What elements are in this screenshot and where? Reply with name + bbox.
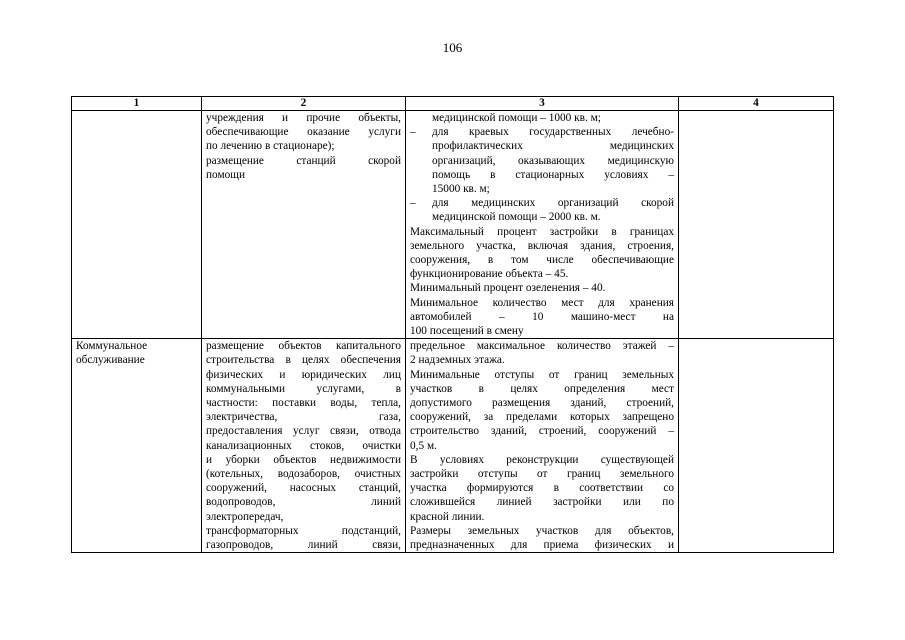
row1-col3	[406, 111, 679, 339]
table-row	[72, 339, 834, 553]
text-line: 100 посещений в смену	[410, 325, 524, 338]
text-line: допустимого размещения зданий, строений,	[410, 397, 674, 410]
text-line: учреждения и прочие объекты,	[206, 112, 401, 124]
table-header-row	[72, 97, 834, 111]
row2-col1	[72, 339, 202, 553]
text-line: Минимальный процент озеленения – 40.	[410, 282, 606, 295]
text-line: красной линии.	[410, 510, 485, 523]
list-item	[410, 125, 674, 196]
text-line: Коммунальное	[76, 340, 148, 353]
text-line: сооружений, за пределами которых запрещено	[410, 411, 674, 424]
page-number: 106	[442, 40, 463, 55]
text-line: Минимальное количество мест для хранения	[410, 296, 674, 309]
text-line: В условиях реконструкции существующей	[410, 453, 674, 466]
header-cell-2: 2	[202, 97, 406, 111]
text-line: электричества, газа,	[206, 411, 401, 424]
text-line: участка формируются в соответствии со	[410, 482, 674, 495]
row2-col2	[202, 339, 406, 553]
text-line: Размеры земельных участков для объектов,	[410, 524, 674, 537]
text-line: сооружений, насосных станций,	[206, 482, 401, 495]
text-line: канализационных стоков, очистки	[206, 439, 401, 452]
text-line: сложившейся линией застройки или по	[410, 496, 674, 509]
list-item	[410, 196, 674, 224]
text-line: помощь в стационарных условиях –	[432, 168, 674, 181]
row1-col1	[72, 111, 202, 339]
text-line: организаций, оказывающих медицинскую	[432, 154, 674, 167]
text-line: обслуживание	[76, 354, 145, 367]
text-line: медицинской помощи – 1000 кв. м;	[432, 112, 601, 124]
row2-col4	[679, 339, 834, 553]
text-line: физических и юридических лиц	[206, 368, 401, 381]
text-line: 2 надземных этажа.	[410, 354, 505, 367]
document-table	[71, 96, 834, 553]
text-line: электропередач,	[206, 510, 284, 523]
text-line: функционирование объекта – 45.	[410, 268, 569, 281]
text-line: предоставления услуг связи, отвода	[206, 425, 401, 438]
text-line: размещение объектов капитального	[206, 340, 401, 353]
text-line: строительства в целях обеспечения	[206, 354, 401, 367]
row1-col2	[202, 111, 406, 339]
text-line: застройки отступы от границ земельного	[410, 468, 674, 481]
text-line: профилактических медицинских	[432, 140, 674, 153]
text-line: размещение станций скорой	[206, 154, 401, 167]
text-line: сооружения, в том числе обеспечивающие	[410, 254, 674, 267]
text-line: Минимальные отступы от границ земельных	[410, 368, 674, 381]
text-line: участков в целях определения мест	[410, 382, 674, 395]
text-line: (котельных, водозаборов, очистных	[206, 468, 401, 481]
header-cell-3: 3	[406, 97, 679, 111]
text-line: трансформаторных подстанций,	[206, 524, 401, 537]
text-line: частности: поставки воды, тепла,	[206, 397, 401, 410]
row1-col4	[679, 111, 834, 339]
text-line: предельное максимальное количество этажей –	[410, 340, 674, 353]
header-cell-4: 4	[679, 97, 834, 111]
text-line: – для медицинских организаций скорой	[432, 197, 674, 210]
table-row	[72, 111, 834, 339]
text-line: обеспечивающие оказание услуги	[206, 126, 401, 139]
text-line: водопроводов, линий	[206, 496, 401, 509]
text-line: земельного участка, включая здания, строения,	[410, 239, 674, 252]
text-line: 0,5 м.	[410, 439, 437, 452]
text-line: коммунальными услугами, в	[206, 382, 401, 395]
text-line: – для краевых государственных лечебно-	[432, 126, 674, 139]
text-line: предназначенных для приема физических и	[410, 539, 674, 552]
text-line: строительство зданий, строений, сооружений –	[410, 425, 674, 438]
row2-col3	[406, 339, 679, 553]
text-line: автомобилей – 10 машино-мест на	[410, 310, 674, 323]
text-line: медицинской помощи – 2000 кв. м.	[432, 211, 601, 224]
header-cell-1: 1	[72, 97, 202, 111]
text-line: Максимальный процент застройки в границах	[410, 225, 674, 238]
text-line: 15000 кв. м;	[432, 183, 490, 196]
text-line: и уборки объектов недвижимости	[206, 453, 401, 466]
text-line: по лечению в стационаре);	[206, 140, 335, 153]
text-line: помощи	[206, 168, 246, 181]
text-line: газопроводов, линий связи,	[206, 539, 401, 552]
